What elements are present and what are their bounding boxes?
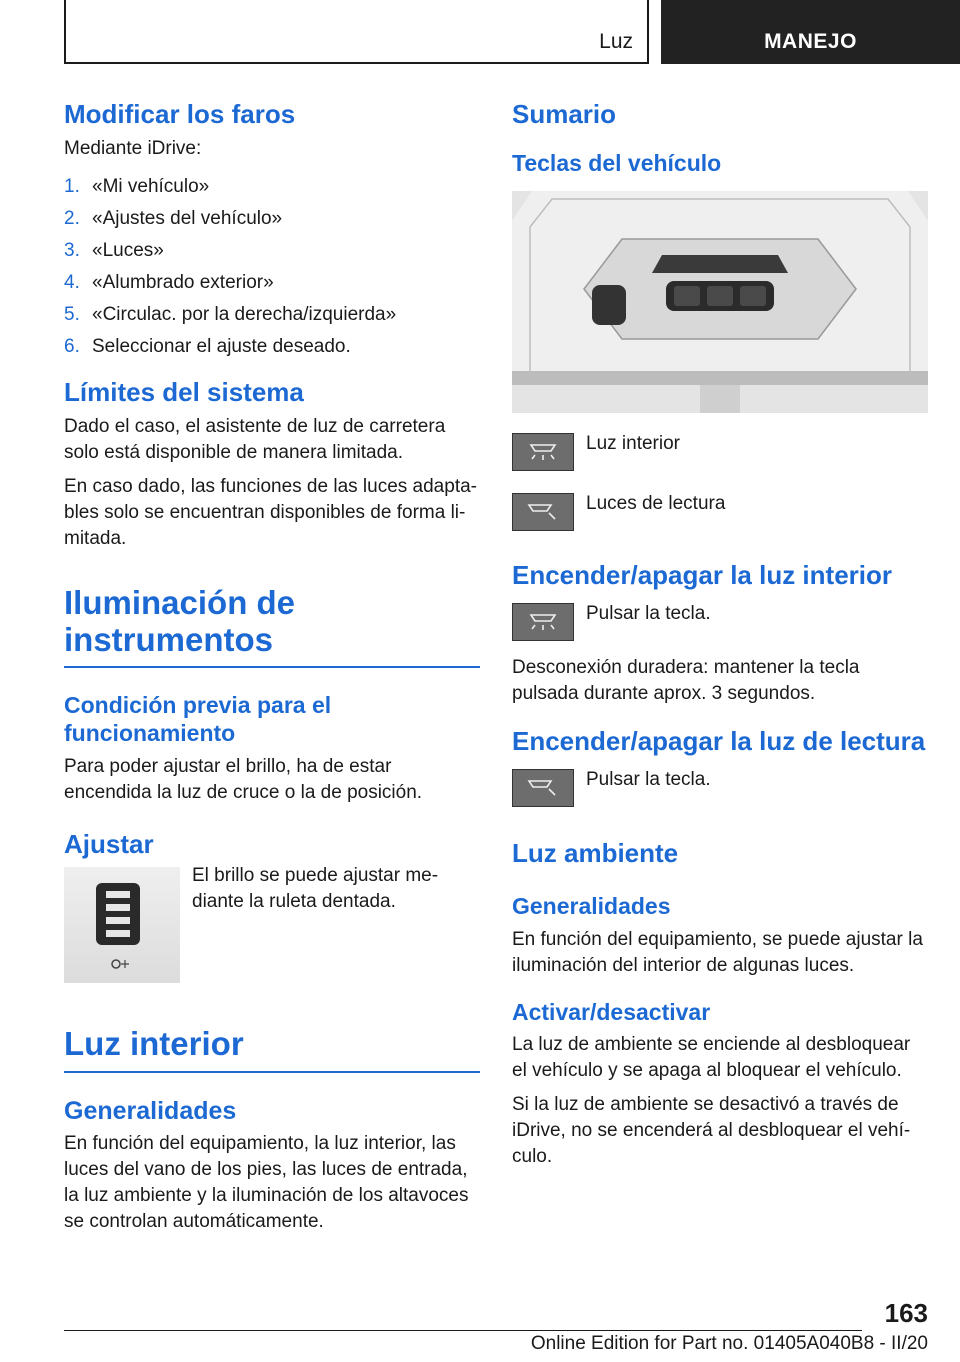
heading-iluminacion-instrumentos: Iluminación de instrumentos (64, 584, 480, 669)
overhead-console-image (512, 191, 928, 413)
heading-encender-interior: Encender/apagar la luz interior (512, 560, 892, 591)
heading-ajustar: Ajustar (64, 828, 154, 859)
key-row-reading-light (512, 493, 928, 531)
heading-modificar-faros: Modificar los faros (64, 99, 296, 129)
heading-condicion-previa: Condición previa para el funcionamiento (64, 692, 332, 746)
interior-light-icon (512, 603, 574, 641)
heading-generalidades-interior: Generalidades (64, 1096, 237, 1125)
list-item: 6. Seleccionar el ajuste deseado. (64, 335, 351, 357)
limites-paragraph-2: En caso dado, las funciones de las luces adapta‐ bles solo se encuentran disponibles de forma li‐ mitada. (64, 475, 477, 549)
list-item: 5. «Circulac. por la derecha/izquierda» (64, 303, 397, 325)
right-column (512, 100, 928, 1170)
heading-sumario: Sumario (512, 99, 617, 129)
heading-activar-desactivar: Activar/desactivar (512, 998, 711, 1025)
page-number: 163 (884, 1298, 928, 1328)
limites-paragraph-1: Dado el caso, el asistente de luz de carretera solo está disponible de manera limitada. (64, 415, 446, 463)
modificar-intro: Mediante iDrive: (64, 137, 202, 159)
ajustar-text: El brillo se puede ajustar me‐ diante la ruleta dentada. (192, 865, 439, 913)
activar-paragraph-1: La luz de ambiente se enciende al desbloquear el vehículo y se apaga al bloquear el vehículo. (512, 1034, 911, 1082)
encender-interior-text: Desconexión duradera: mantener la tecla pulsada durante aprox. 3 segundos. (512, 657, 860, 705)
ajustar-block (64, 867, 480, 983)
header-chapter-tab (661, 0, 960, 64)
heading-luz-ambiente: Luz ambiente (512, 838, 679, 869)
condicion-text: Para poder ajustar el brillo, ha de estar encendida la luz de cruce o la de posición. (64, 755, 423, 803)
left-column (64, 100, 480, 1235)
list-item: 2. «Ajustes del vehículo» (64, 207, 283, 229)
list-item: 3. «Luces» (64, 239, 164, 261)
list-item: 1. «Mi vehículo» (64, 175, 210, 197)
activar-paragraph-2: Si la luz de ambiente se desactivó a través de iDrive, no se encenderá al desbloquear el vehí‐ culo. (512, 1094, 911, 1168)
press-text-reading: Pulsar la tecla. (586, 769, 711, 791)
header-section-box (64, 0, 649, 64)
heading-luz-interior: Luz interior (64, 1025, 480, 1072)
heading-generalidades-ambiente: Generalidades (512, 893, 671, 920)
generalidades-interior-text: En función del equipamiento, la luz interior, las luces del vano de los pies, las luces de entrada, la luz ambiente y la iluminación de los altavoces se controlan automáticamente. (64, 1133, 469, 1233)
brightness-wheel-image (64, 867, 180, 983)
press-text-interior: Pulsar la tecla. (586, 603, 711, 625)
footer-divider (64, 1330, 862, 1331)
heading-encender-lectura: Encender/apagar la luz de lectura (512, 726, 926, 757)
key-row-interior-light (512, 433, 928, 471)
key-label-interior-light: Luz interior (586, 433, 680, 455)
header-chapter-label: MANEJO (764, 30, 857, 53)
press-row-interior (512, 603, 928, 641)
heading-teclas-vehiculo: Teclas del vehículo (512, 149, 722, 176)
generalidades-ambiente-text: En función del equipamiento, se puede ajustar la iluminación del interior de algunas luces. (512, 928, 923, 976)
reading-light-icon (512, 769, 574, 807)
interior-light-icon (512, 433, 574, 471)
footer-edition: Online Edition for Part no. 01405A040B8 - II/20 (530, 1333, 928, 1354)
heading-limites-sistema: Límites del sistema (64, 376, 304, 407)
reading-light-icon (512, 493, 574, 531)
modificar-steps-list (64, 174, 480, 360)
press-row-reading (512, 769, 928, 807)
header-section-label: Luz (599, 30, 633, 53)
list-item: 4. «Alumbrado exterior» (64, 271, 274, 293)
key-label-reading-light: Luces de lectura (586, 493, 726, 515)
